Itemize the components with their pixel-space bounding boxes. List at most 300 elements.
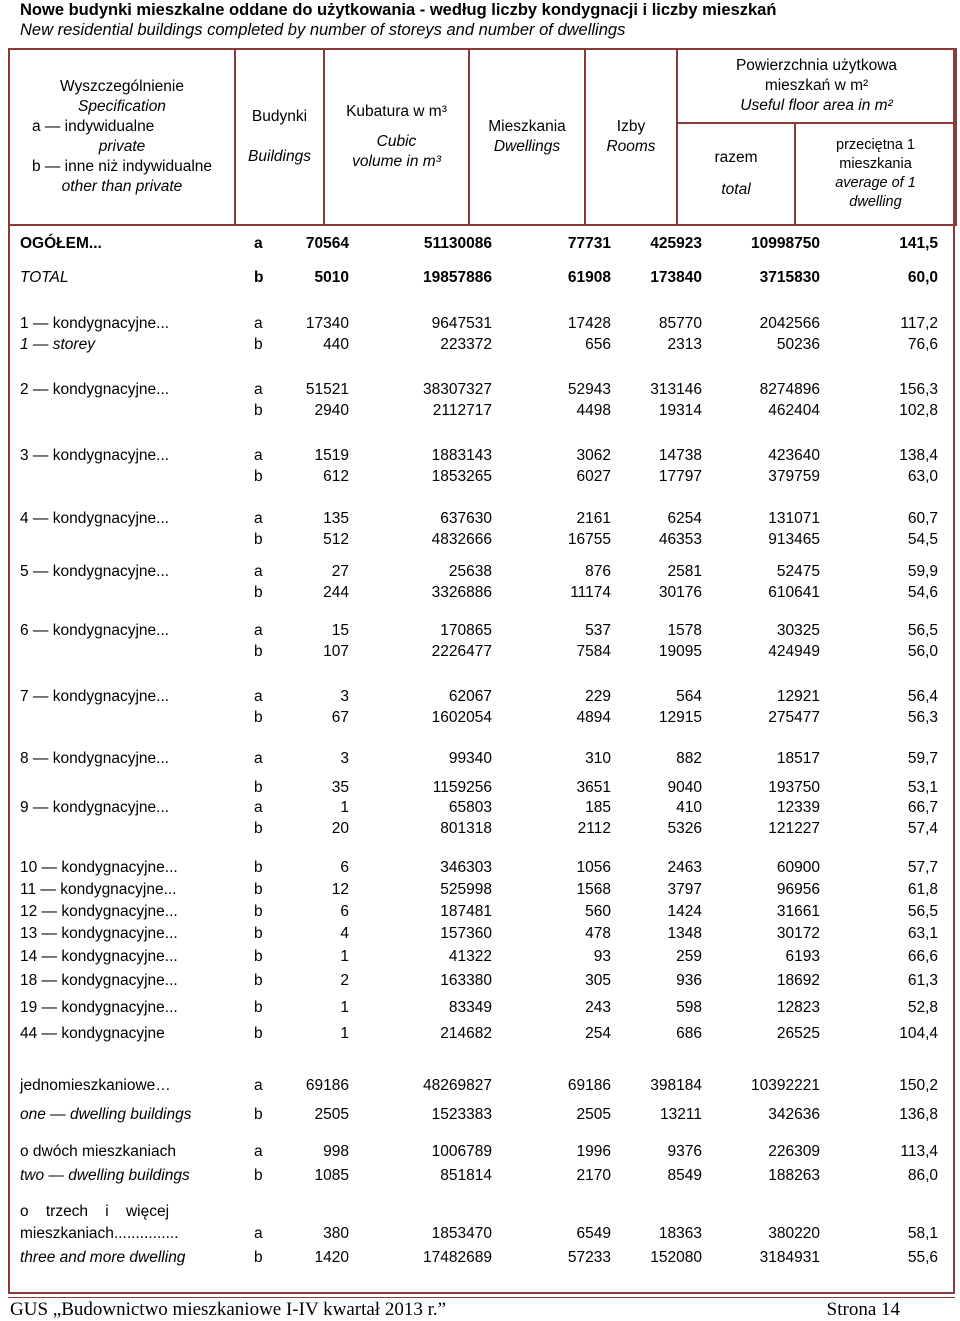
table-row (0, 379, 960, 401)
row-value: 14738 (658, 447, 702, 464)
row-value: 6027 (576, 468, 611, 485)
row-value: 141,5 (899, 235, 938, 252)
row-type: a (254, 1225, 263, 1242)
row-type: b (254, 925, 263, 942)
row-value: 56,0 (907, 643, 938, 660)
row-label: 1 — kondygnacyjne... (20, 315, 170, 332)
row-type: b (254, 948, 263, 965)
row-label: 8 — kondygnacyjne... (20, 750, 170, 767)
row-value: 2226477 (431, 643, 492, 660)
row-value: 1519 (314, 447, 349, 464)
row-value: 63,0 (907, 468, 938, 485)
row-value: 1523383 (431, 1106, 492, 1123)
row-value: 67 (331, 709, 349, 726)
row-type: a (254, 563, 263, 580)
row-value: 598 (676, 999, 702, 1016)
row-value: 243 (585, 999, 611, 1016)
row-value: 18517 (776, 750, 820, 767)
row-value: 525998 (440, 881, 492, 898)
row-value: 851814 (440, 1167, 492, 1184)
row-type: b (254, 881, 263, 898)
row-value: 882 (676, 750, 702, 767)
row-value: 46353 (658, 531, 702, 548)
row-type: a (254, 1077, 263, 1094)
header-rooms: Izby Rooms (585, 49, 677, 225)
table-row (0, 997, 960, 1019)
row-value: 462404 (768, 402, 820, 419)
row-type: b (254, 972, 263, 989)
footer-page-number: Strona 14 (826, 1299, 900, 1320)
row-type: b (254, 269, 264, 286)
row-type: a (254, 750, 263, 767)
row-value: 17428 (567, 315, 611, 332)
row-value: 686 (676, 1025, 702, 1042)
row-value: 423640 (768, 447, 820, 464)
row-type: a (254, 510, 263, 527)
row-type: b (254, 531, 263, 548)
row-value: 2161 (576, 510, 611, 527)
row-value: 17797 (658, 468, 702, 485)
row-value: 41322 (448, 948, 492, 965)
row-value: 2170 (576, 1167, 611, 1184)
table-row (0, 777, 960, 799)
row-value: 6 (340, 859, 349, 876)
row-value: 5326 (667, 820, 702, 837)
row-value: 50236 (776, 336, 820, 353)
row-label: three and more dwelling (20, 1249, 186, 1266)
row-value: 1348 (667, 925, 702, 942)
row-label: 13 — kondygnacyjne... (20, 925, 178, 942)
row-value: 163380 (440, 972, 492, 989)
row-value: 135 (323, 510, 349, 527)
table-row (0, 748, 960, 770)
row-value: 4 (340, 925, 349, 942)
row-value: 16755 (567, 531, 611, 548)
row-value: 11174 (570, 584, 611, 601)
row-value: 53,1 (907, 779, 938, 796)
row-value: 113,4 (900, 1143, 938, 1160)
row-type: b (254, 999, 263, 1016)
row-value: 136,8 (899, 1106, 938, 1123)
row-value: 275477 (768, 709, 820, 726)
footer-divider (8, 1297, 955, 1298)
row-value: 66,7 (907, 799, 938, 816)
table-row (0, 857, 960, 879)
table-row (0, 818, 960, 840)
row-value: 2 (340, 972, 349, 989)
row-type: b (254, 859, 263, 876)
row-value: 150,2 (899, 1077, 938, 1094)
row-value: 52,8 (907, 999, 938, 1016)
row-value: 102,8 (899, 402, 938, 419)
footer-publication: GUS „Budownictwo mieszkaniowe I-IV kwartał 2013 r.” (10, 1299, 447, 1320)
row-value: 60,7 (907, 510, 938, 527)
row-label: one — dwelling buildings (20, 1106, 192, 1123)
table-row (0, 313, 960, 335)
row-value: 229 (585, 688, 611, 705)
row-value: 936 (676, 972, 702, 989)
table-row (0, 1104, 960, 1126)
row-value: 86,0 (907, 1167, 938, 1184)
row-value: 8274896 (759, 381, 820, 398)
row-value: 3062 (576, 447, 611, 464)
row-value: 12915 (658, 709, 702, 726)
row-value: 478 (585, 925, 611, 942)
row-value: 61,8 (907, 881, 938, 898)
row-value: 425923 (650, 235, 702, 252)
row-value: 96956 (776, 881, 820, 898)
row-value: 1996 (576, 1143, 611, 1160)
header-dwellings: Mieszkania Dwellings (469, 49, 585, 225)
row-value: 193750 (768, 779, 820, 796)
row-label: 14 — kondygnacyjne... (20, 948, 178, 965)
row-label: 4 — kondygnacyjne... (20, 510, 170, 527)
row-value: 3 (340, 750, 349, 767)
row-value: 380220 (768, 1225, 820, 1242)
row-value: 54,5 (907, 531, 938, 548)
row-value: 305 (585, 972, 611, 989)
row-value: 6549 (576, 1225, 611, 1242)
row-value: 226309 (768, 1143, 820, 1160)
row-type: b (254, 468, 263, 485)
row-value: 51130086 (423, 235, 492, 252)
row-value: 876 (585, 563, 611, 580)
row-value: 2505 (314, 1106, 349, 1123)
row-label: 12 — kondygnacyjne... (20, 903, 178, 920)
row-value: 38307327 (423, 381, 492, 398)
row-value: 55,6 (907, 1249, 938, 1266)
row-value: 1578 (667, 622, 702, 639)
row-value: 173840 (650, 269, 702, 286)
row-value: 1 (340, 999, 349, 1016)
row-value: 170865 (440, 622, 492, 639)
row-value: 57,7 (907, 859, 938, 876)
row-label: 18 — kondygnacyjne... (20, 972, 178, 989)
table-row (0, 334, 960, 356)
row-value: 1056 (576, 859, 611, 876)
row-value: 10392221 (751, 1077, 820, 1094)
row-value: 2042566 (759, 315, 820, 332)
row-value: 83349 (448, 999, 492, 1016)
row-value: 214682 (440, 1025, 492, 1042)
row-value: 564 (676, 688, 702, 705)
row-value: 25638 (448, 563, 492, 580)
row-value: 1568 (576, 881, 611, 898)
row-value: 20 (331, 820, 349, 837)
row-value: 9647531 (431, 315, 492, 332)
header-specification: Wyszczególnienie Specification a — indywidualne private b — inne niż indywidualne other than private (9, 49, 235, 225)
row-value: 398184 (650, 1077, 702, 1094)
row-value: 15 (331, 622, 349, 639)
page-title: Nowe budynki mieszkalne oddane do użytkowania - według liczby kondygnacji i liczby mieszkań (20, 1, 777, 19)
row-value: 1602054 (431, 709, 492, 726)
row-value: 7584 (576, 643, 611, 660)
row-value: 31661 (776, 903, 820, 920)
row-value: 56,3 (907, 709, 938, 726)
row-value: 187481 (440, 903, 492, 920)
row-value: 13211 (660, 1106, 702, 1123)
table-row (0, 582, 960, 604)
row-value: 1424 (667, 903, 702, 920)
row-value: 30176 (658, 584, 702, 601)
row-value: 1883143 (431, 447, 492, 464)
row-value: 26525 (776, 1025, 820, 1042)
table-row (0, 1023, 960, 1045)
row-value: 2505 (576, 1106, 611, 1123)
row-value: 310 (585, 750, 611, 767)
table-row (0, 707, 960, 729)
row-value: 60,0 (907, 269, 938, 286)
row-type: b (254, 1167, 263, 1184)
table-row (0, 561, 960, 583)
table-row (0, 1247, 960, 1269)
row-value: 69186 (305, 1077, 349, 1094)
table-row (0, 1165, 960, 1187)
row-value: 30325 (776, 622, 820, 639)
table-row (0, 267, 960, 289)
row-value: 637630 (440, 510, 492, 527)
table-row (0, 529, 960, 551)
table-row (0, 641, 960, 663)
row-label: jednomieszkaniowe… (20, 1077, 171, 1094)
row-value: 93 (593, 948, 611, 965)
row-type: a (254, 315, 263, 332)
row-value: 801318 (440, 820, 492, 837)
row-value: 12 (331, 881, 349, 898)
row-value: 152080 (650, 1249, 702, 1266)
row-label: mieszkaniach............... (20, 1225, 179, 1242)
row-value: 440 (323, 336, 349, 353)
row-value: 188263 (768, 1167, 820, 1184)
row-value: 56,5 (907, 903, 938, 920)
row-value: 560 (585, 903, 611, 920)
row-value: 6254 (667, 510, 702, 527)
row-label: 2 — kondygnacyjne... (20, 381, 170, 398)
row-type: a (254, 447, 263, 464)
row-value: 223372 (440, 336, 492, 353)
row-value: 346303 (440, 859, 492, 876)
row-value: 1006789 (431, 1143, 492, 1160)
table-row (0, 970, 960, 992)
row-label: o dwóch mieszkaniach (20, 1143, 176, 1160)
row-value: 2112717 (432, 402, 492, 419)
table-row (0, 1141, 960, 1163)
row-value: 117,2 (900, 315, 938, 332)
table-row (0, 879, 960, 901)
row-type: b (254, 820, 263, 837)
row-value: 60900 (776, 859, 820, 876)
row-value: 107 (323, 643, 349, 660)
row-value: 76,6 (907, 336, 938, 353)
row-value: 30172 (776, 925, 820, 942)
row-value: 3715830 (759, 269, 820, 286)
row-value: 537 (585, 622, 611, 639)
row-value: 57233 (567, 1249, 611, 1266)
row-value: 3184931 (759, 1249, 820, 1266)
row-label: 44 — kondygnacyjne (20, 1025, 165, 1042)
row-value: 157360 (440, 925, 492, 942)
row-value: 1420 (314, 1249, 349, 1266)
header-buildings: Budynki Buildings (235, 49, 324, 225)
row-value: 10998750 (751, 235, 820, 252)
row-value: 35 (331, 779, 349, 796)
row-label: 9 — kondygnacyjne... (20, 799, 170, 816)
row-type: a (254, 381, 263, 398)
row-value: 2940 (314, 402, 349, 419)
table-row (0, 445, 960, 467)
table-row (0, 466, 960, 488)
page-subtitle: New residential buildings completed by number of storeys and number of dwellings (20, 21, 626, 39)
row-value: 19314 (658, 402, 702, 419)
table-row (0, 946, 960, 968)
row-value: 61,3 (907, 972, 938, 989)
row-value: 70564 (305, 235, 349, 252)
row-value: 17482689 (423, 1249, 492, 1266)
row-value: 3326886 (431, 584, 492, 601)
row-value: 1853470 (431, 1225, 492, 1242)
row-type: b (254, 709, 263, 726)
row-type: a (254, 235, 263, 252)
row-value: 51521 (305, 381, 349, 398)
row-label: 5 — kondygnacyjne... (20, 563, 170, 580)
row-value: 18363 (658, 1225, 702, 1242)
table-row (0, 620, 960, 642)
row-value: 9376 (667, 1143, 702, 1160)
row-type: b (254, 1106, 263, 1123)
row-value: 259 (676, 948, 702, 965)
table-row (0, 901, 960, 923)
row-value: 77731 (567, 235, 611, 252)
header-area-total: razem total (677, 123, 795, 225)
row-value: 85770 (658, 315, 702, 332)
row-value: 56,5 (907, 622, 938, 639)
row-value: 4894 (576, 709, 611, 726)
row-label: 6 — kondygnacyjne... (20, 622, 170, 639)
row-value: 424949 (768, 643, 820, 660)
row-value: 131071 (768, 510, 820, 527)
row-value: 27 (331, 563, 349, 580)
row-value: 656 (585, 336, 611, 353)
row-label: 7 — kondygnacyjne... (20, 688, 170, 705)
row-value: 1085 (314, 1167, 349, 1184)
row-value: 48269827 (423, 1077, 492, 1094)
row-value: 998 (323, 1143, 349, 1160)
row-value: 913465 (768, 531, 820, 548)
row-type: a (254, 799, 263, 816)
row-value: 8549 (667, 1167, 702, 1184)
row-value: 12921 (776, 688, 820, 705)
row-type: b (254, 1249, 263, 1266)
row-value: 1159256 (432, 779, 492, 796)
row-value: 2463 (667, 859, 702, 876)
row-value: 62067 (448, 688, 492, 705)
row-value: 57,4 (907, 820, 938, 837)
header-area-average: przeciętna 1 mieszkania average of 1 dwelling (795, 123, 956, 225)
row-type: b (254, 584, 263, 601)
table-row (0, 233, 960, 255)
row-value: 52475 (776, 563, 820, 580)
row-value: 63,1 (907, 925, 938, 942)
row-type: b (254, 336, 263, 353)
row-value: 342636 (768, 1106, 820, 1123)
row-value: 99340 (448, 750, 492, 767)
row-value: 54,6 (907, 584, 938, 601)
row-value: 1 (340, 1025, 349, 1042)
row-label: 1 — storey (20, 336, 95, 353)
row-label: 10 — kondygnacyjne... (20, 859, 178, 876)
row-value: 254 (585, 1025, 611, 1042)
row-type: b (254, 1025, 263, 1042)
row-value: 121227 (768, 820, 820, 837)
row-value: 59,7 (907, 750, 938, 767)
row-value: 12823 (776, 999, 820, 1016)
row-value: 5010 (314, 269, 349, 286)
header-volume: Kubatura w m³ Cubic volume in m³ (324, 49, 469, 225)
row-label: 11 — kondygnacyjne... (20, 881, 177, 898)
row-value: 156,3 (899, 381, 938, 398)
row-value: 66,6 (907, 948, 938, 965)
row-value: 3651 (576, 779, 611, 796)
row-type: b (254, 402, 263, 419)
row-value: 4832666 (431, 531, 492, 548)
row-value: 12339 (776, 799, 820, 816)
row-type: b (254, 643, 263, 660)
row-value: 610641 (768, 584, 820, 601)
row-value: 138,4 (899, 447, 938, 464)
row-type: b (254, 779, 263, 796)
table-row (0, 400, 960, 422)
row-value: 59,9 (907, 563, 938, 580)
row-value: 1 (340, 799, 349, 816)
row-value: 69186 (567, 1077, 611, 1094)
row-type: a (254, 1143, 263, 1160)
row-label: TOTAL (20, 269, 69, 286)
table-row (0, 797, 960, 819)
row-label: 19 — kondygnacyjne... (20, 999, 178, 1016)
row-value: 6 (340, 903, 349, 920)
row-value: 61908 (567, 269, 611, 286)
table-row (0, 1075, 960, 1097)
row-value: 19857886 (423, 269, 492, 286)
row-label: OGÓŁEM... (20, 235, 102, 252)
table-row (0, 686, 960, 708)
row-value: 185 (585, 799, 611, 816)
row-value: 3797 (667, 881, 702, 898)
row-label-prefix: o trzech i więcej (20, 1203, 170, 1220)
row-value: 3 (340, 688, 349, 705)
row-value: 1853265 (431, 468, 492, 485)
row-value: 65803 (448, 799, 492, 816)
row-value: 379759 (768, 468, 820, 485)
row-value: 52943 (567, 381, 611, 398)
row-type: a (254, 688, 263, 705)
row-value: 9040 (667, 779, 702, 796)
row-value: 2313 (667, 336, 702, 353)
row-value: 244 (323, 584, 349, 601)
row-label: two — dwelling buildings (20, 1167, 190, 1184)
row-value: 1 (340, 948, 349, 965)
row-value: 104,4 (899, 1025, 938, 1042)
row-value: 313146 (650, 381, 702, 398)
row-value: 512 (323, 531, 349, 548)
header-area: Powierzchnia użytkowa mieszkań w m² Useful floor area in m² (677, 49, 956, 123)
row-type: a (254, 622, 263, 639)
row-value: 56,4 (907, 688, 938, 705)
row-value: 18692 (776, 972, 820, 989)
table-row (0, 923, 960, 945)
table-row (0, 508, 960, 530)
table-header (8, 48, 957, 226)
